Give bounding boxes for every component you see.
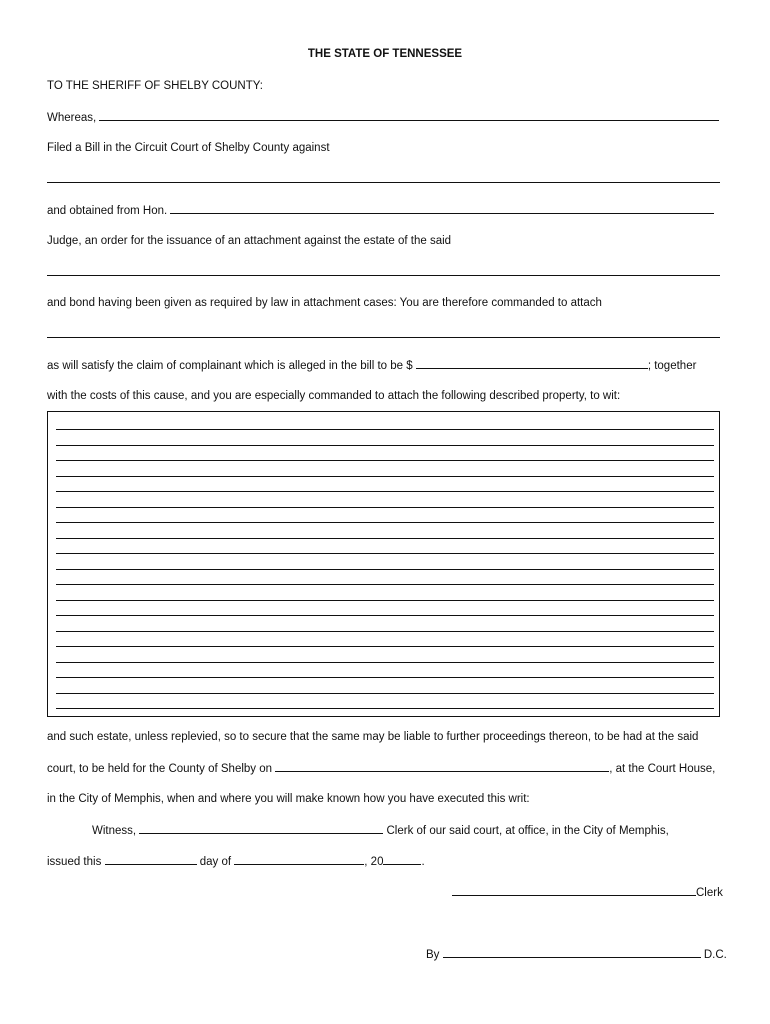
witness-line (92, 823, 669, 838)
deputy-clerk-blank[interactable] (443, 947, 701, 958)
filed-line: Filed a Bill in the Circuit Court of Shelby County against (47, 142, 330, 154)
by-label: By (426, 949, 440, 961)
witness-clerk-blank[interactable] (139, 823, 383, 834)
whereas-line (47, 110, 719, 125)
bond-line: and bond having been given as required by law in attachment cases: You are therefore commanded to attach (47, 297, 602, 309)
deputy-clerk-line (426, 947, 727, 962)
clerk-signature-line (452, 885, 723, 900)
clerk-label: Clerk (696, 887, 723, 899)
year-prefix: , 20 (364, 856, 384, 868)
claim-prefix: as will satisfy the claim of complainant which is alleged in the bill to be $ (47, 360, 413, 372)
court-suffix: , at the Court House, (609, 763, 716, 775)
obtained-label: and obtained from Hon. (47, 205, 168, 217)
issued-day-blank[interactable] (105, 854, 197, 865)
obtained-line (47, 203, 714, 218)
whereas-blank[interactable] (99, 110, 719, 121)
property-line[interactable] (56, 491, 714, 492)
witness-label: Witness, (92, 825, 137, 837)
estate-of-blank[interactable] (47, 275, 720, 276)
claim-line (47, 358, 696, 373)
claim-suffix: ; together (647, 360, 697, 372)
property-line[interactable] (56, 662, 714, 663)
property-description-box[interactable] (47, 411, 720, 717)
property-line[interactable] (56, 600, 714, 601)
property-line[interactable] (56, 460, 714, 461)
issued-month-blank[interactable] (234, 854, 364, 865)
property-line[interactable] (56, 693, 714, 694)
property-line[interactable] (56, 615, 714, 616)
dc-label: D.C. (703, 949, 727, 961)
claim-amount-blank[interactable] (416, 358, 648, 369)
day-of-label: day of (199, 856, 232, 868)
memphis-line: in the City of Memphis, when and where you will make known how you have executed this writ: (47, 793, 530, 805)
court-date-line (47, 761, 715, 776)
document-title: THE STATE OF TENNESSEE (307, 48, 463, 60)
property-line[interactable] (56, 677, 714, 678)
property-line[interactable] (56, 646, 714, 647)
property-line[interactable] (56, 538, 714, 539)
whereas-label: Whereas, (47, 112, 97, 124)
court-date-blank[interactable] (275, 761, 609, 772)
property-line[interactable] (56, 476, 714, 477)
property-line[interactable] (56, 553, 714, 554)
judge-name-blank[interactable] (170, 203, 714, 214)
attach-blank[interactable] (47, 337, 720, 338)
issued-line (47, 854, 425, 869)
addressee-line: TO THE SHERIFF OF SHELBY COUNTY: (47, 80, 263, 92)
issued-year-blank[interactable] (383, 854, 421, 865)
property-line[interactable] (56, 522, 714, 523)
property-line[interactable] (56, 429, 714, 430)
property-line[interactable] (56, 445, 714, 446)
property-line[interactable] (56, 708, 714, 709)
property-line[interactable] (56, 569, 714, 570)
property-line[interactable] (56, 631, 714, 632)
issued-label: issued this (47, 856, 102, 868)
witness-suffix: Clerk of our said court, at office, in the City of Memphis, (386, 825, 669, 837)
property-line[interactable] (56, 584, 714, 585)
court-prefix: court, to be held for the County of Shelby on (47, 763, 273, 775)
year-suffix: . (421, 856, 425, 868)
defendant-blank[interactable] (47, 182, 720, 183)
costs-line: with the costs of this cause, and you are especially commanded to attach the following described property, to wit: (47, 390, 621, 402)
estate-line: and such estate, unless replevied, so to secure that the same may be liable to further proceedings thereon, to be had at the said (47, 731, 699, 743)
clerk-signature-blank[interactable] (452, 885, 696, 896)
judge-line: Judge, an order for the issuance of an attachment against the estate of the said (47, 235, 452, 247)
property-line[interactable] (56, 507, 714, 508)
